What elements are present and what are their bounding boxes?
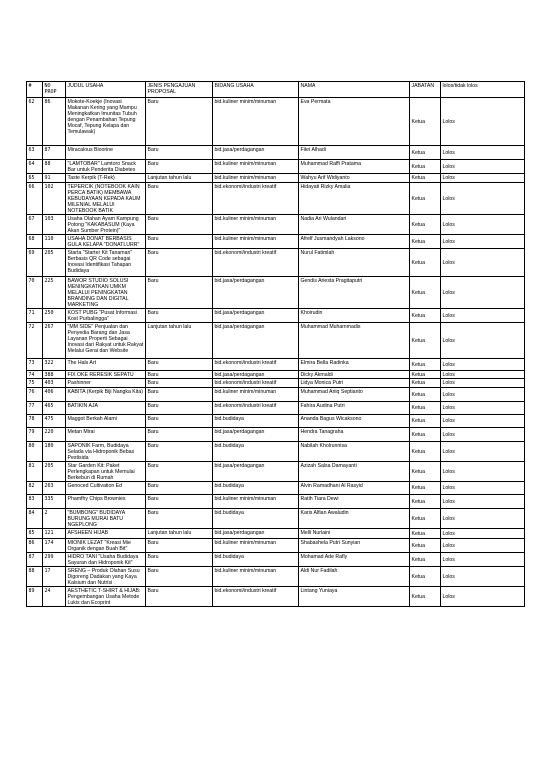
row-status: Lolos bbox=[441, 309, 525, 323]
row-number: 78 bbox=[27, 415, 43, 428]
row-jabatan: Ketua bbox=[410, 235, 441, 249]
row-nama: Ananda Bagus Wicaksono bbox=[299, 415, 410, 428]
row-judul: "LAMTOBAR" Lamtoro Snack Bar untuk Penderita Diabetes bbox=[66, 160, 146, 174]
row-bidang: bid.kuliner minim/minuman bbox=[213, 495, 299, 509]
table-row bbox=[27, 371, 525, 379]
row-judul: Star Garden Kit: Paket Perlengkapan untuk Memulai Berkebun di Rumah bbox=[66, 462, 146, 482]
row-judul: USAHA DONAT BERBASIS GULA KELAPA "DONATLURR" bbox=[66, 235, 146, 249]
row-number: 64 bbox=[27, 160, 43, 174]
row-judul: SRENG – Produk Olahan Susu Digoreng Dadakan yang Kaya Kalsium dan Nutrisi bbox=[66, 567, 146, 587]
table-row bbox=[27, 482, 525, 495]
row-no-prop: 91 bbox=[43, 174, 66, 183]
row-bidang: bid.jasa/perdagangan bbox=[213, 371, 299, 379]
row-number: 77 bbox=[27, 402, 43, 415]
row-no-prop: 205 bbox=[43, 462, 66, 482]
row-no-prop: 102 bbox=[43, 183, 66, 215]
row-judul: Phamfhy Chips Brownies bbox=[66, 495, 146, 509]
row-no-prop: 110 bbox=[43, 235, 66, 249]
row-number: 75 bbox=[27, 379, 43, 388]
row-jenis: Baru bbox=[146, 98, 213, 146]
row-judul: Usaha Olahan Ayam Kampung Potong "KAKABASUM (Kaya Akan Sumber Protein)" bbox=[66, 215, 146, 235]
table-row bbox=[27, 215, 525, 235]
row-number: 69 bbox=[27, 249, 43, 277]
row-number: 74 bbox=[27, 371, 43, 379]
row-judul: Miracalous Bioorine bbox=[66, 146, 146, 160]
row-status: Lolos bbox=[441, 482, 525, 495]
row-no-prop: 263 bbox=[43, 482, 66, 495]
row-jabatan: Ketua bbox=[410, 509, 441, 529]
row-nama: Karis Alfian Awaludin bbox=[299, 509, 410, 529]
row-number: 87 bbox=[27, 553, 43, 567]
row-jabatan: Ketua bbox=[410, 359, 441, 371]
row-no-prop: 87 bbox=[43, 146, 66, 160]
table-row bbox=[27, 553, 525, 567]
row-nama: Wahyu Arif Widiyanto bbox=[299, 174, 410, 183]
row-status: Lolos bbox=[441, 183, 525, 215]
row-jenis: Baru bbox=[146, 553, 213, 567]
row-bidang: bid.budidaya bbox=[213, 553, 299, 567]
row-jabatan: Ketua bbox=[410, 402, 441, 415]
row-bidang: bid.ekonomi/industri kreatif bbox=[213, 359, 299, 371]
row-judul: BATIKIN AJA bbox=[66, 402, 146, 415]
row-jabatan: Ketua bbox=[410, 98, 441, 146]
row-jenis: Lanjutan tahun lalu bbox=[146, 323, 213, 359]
row-number: 71 bbox=[27, 309, 43, 323]
row-number: 67 bbox=[27, 215, 43, 235]
row-jenis: Baru bbox=[146, 462, 213, 482]
header-judul-usaha: JUDUL USAHA bbox=[66, 82, 146, 98]
row-judul: Taste Kerpik (T-Rek) bbox=[66, 174, 146, 183]
row-status: Lolos bbox=[441, 98, 525, 146]
row-jabatan: Ketua bbox=[410, 428, 441, 442]
row-jabatan: Ketua bbox=[410, 371, 441, 379]
row-no-prop: 17 bbox=[43, 567, 66, 587]
row-status: Lolos bbox=[441, 402, 525, 415]
header-bidang-usaha: BIDANG USAHA bbox=[213, 82, 299, 98]
row-nama: Dicky Akmaldi bbox=[299, 371, 410, 379]
table-row bbox=[27, 539, 525, 553]
row-jenis: Baru bbox=[146, 402, 213, 415]
row-bidang: bid.ekonomi/industri kreatif bbox=[213, 587, 299, 607]
row-bidang: bid.kuliner minim/minuman bbox=[213, 567, 299, 587]
row-judul: Mokote-Koekje (Inovasi Makanan Kering yang Mampu Meningkatkan Imunitas Tubuh dengan Penambahan Tepung Mocaf, Tepung Kelapa dan Temulawak) bbox=[66, 98, 146, 146]
row-jenis: Baru bbox=[146, 495, 213, 509]
row-bidang: bid.jasa/perdagangan bbox=[213, 529, 299, 539]
row-no-prop: 335 bbox=[43, 495, 66, 509]
row-number: 66 bbox=[27, 183, 43, 215]
row-nama: Melli Nurlaini bbox=[299, 529, 410, 539]
row-nama: Shabashela Putri Sunyian bbox=[299, 539, 410, 553]
header-no-prop: NO PROP bbox=[43, 82, 66, 98]
row-judul: KABITA (Kerpik Biji Nangka Kita) bbox=[66, 388, 146, 402]
table-row bbox=[27, 388, 525, 402]
table-row bbox=[27, 509, 525, 529]
row-status: Lolos bbox=[441, 462, 525, 482]
row-number: 62 bbox=[27, 98, 43, 146]
row-no-prop: 465 bbox=[43, 402, 66, 415]
row-judul: SAPONIK Farm, Budidaya Selada via Hidroponik Bebas Pestisida bbox=[66, 442, 146, 462]
row-jenis: Lanjutan tahun lalu bbox=[146, 174, 213, 183]
table-row bbox=[27, 98, 525, 146]
row-jenis: Baru bbox=[146, 235, 213, 249]
table-row bbox=[27, 529, 525, 539]
row-jenis: Baru bbox=[146, 146, 213, 160]
row-jenis: Baru bbox=[146, 509, 213, 529]
row-status: Lolos bbox=[441, 428, 525, 442]
row-bidang: bid.kuliner minim/minuman bbox=[213, 160, 299, 174]
table-row bbox=[27, 235, 525, 249]
row-jabatan: Ketua bbox=[410, 587, 441, 607]
row-no-prop: 103 bbox=[43, 215, 66, 235]
row-jabatan: Ketua bbox=[410, 146, 441, 160]
table-row bbox=[27, 402, 525, 415]
header-nama: NAMA bbox=[299, 82, 410, 98]
row-no-prop: 220 bbox=[43, 428, 66, 442]
row-judul: "BUMBONG" BUDIDAYA BURUNG MURAI BATU NGEPLONG bbox=[66, 509, 146, 529]
row-nama: Nabilah Kholrunnisa bbox=[299, 442, 410, 462]
row-no-prop: 86 bbox=[43, 98, 66, 146]
row-status: Lolos bbox=[441, 215, 525, 235]
row-bidang: bid.jasa/perdagangan bbox=[213, 277, 299, 309]
row-nama: Muhammad Muhammadis bbox=[299, 323, 410, 359]
row-nama: Eva Permata bbox=[299, 98, 410, 146]
row-jabatan: Ketua bbox=[410, 183, 441, 215]
row-jenis: Baru bbox=[146, 371, 213, 379]
row-no-prop: 180 bbox=[43, 442, 66, 462]
row-bidang: bid.budidaya bbox=[213, 442, 299, 462]
row-bidang: bid.jasa/perdagangan bbox=[213, 309, 299, 323]
row-jenis: Baru bbox=[146, 539, 213, 553]
row-judul: Genoced Cultivation Ed bbox=[66, 482, 146, 495]
row-jabatan: Ketua bbox=[410, 323, 441, 359]
row-nama: Mohamad Ade Rafly bbox=[299, 553, 410, 567]
row-no-prop: 322 bbox=[43, 359, 66, 371]
row-status: Lolos bbox=[441, 388, 525, 402]
row-number: 88 bbox=[27, 567, 43, 587]
row-status: Lolos bbox=[441, 587, 525, 607]
row-number: 86 bbox=[27, 539, 43, 553]
row-judul: Pashinner bbox=[66, 379, 146, 388]
row-status: Lolos bbox=[441, 174, 525, 183]
row-jabatan: Ketua bbox=[410, 249, 441, 277]
row-status: Lolos bbox=[441, 442, 525, 462]
row-jenis: Baru bbox=[146, 379, 213, 388]
row-jabatan: Ketua bbox=[410, 442, 441, 462]
row-number: 83 bbox=[27, 495, 43, 509]
row-number: 89 bbox=[27, 587, 43, 607]
row-jabatan: Ketua bbox=[410, 415, 441, 428]
row-status: Lolos bbox=[441, 509, 525, 529]
row-nama: Khoirudin bbox=[299, 309, 410, 323]
row-no-prop: 174 bbox=[43, 539, 66, 553]
row-jenis: Baru bbox=[146, 442, 213, 462]
row-status: Lolos bbox=[441, 160, 525, 174]
row-jabatan: Ketua bbox=[410, 553, 441, 567]
row-nama: Gendis Ariesta Pragitaputri bbox=[299, 277, 410, 309]
table-row bbox=[27, 249, 525, 277]
table-row bbox=[27, 587, 525, 607]
row-status: Lolos bbox=[441, 495, 525, 509]
row-jenis: Baru bbox=[146, 277, 213, 309]
row-no-prop: 225 bbox=[43, 277, 66, 309]
row-no-prop: 2 bbox=[43, 509, 66, 529]
table-row bbox=[27, 567, 525, 587]
row-nama: Azizah Salsa Damayanti bbox=[299, 462, 410, 482]
row-bidang: bid.ekonomi/industri kreatif bbox=[213, 402, 299, 415]
row-status: Lolos bbox=[441, 235, 525, 249]
table-row bbox=[27, 428, 525, 442]
header-jabatan: JABATAN bbox=[410, 82, 441, 98]
row-nama: Ratih Tiara Dewi bbox=[299, 495, 410, 509]
row-jenis: Lanjutan tahun lalu bbox=[146, 529, 213, 539]
row-bidang: bid.budidaya bbox=[213, 482, 299, 495]
table-row bbox=[27, 174, 525, 183]
row-nama: Elmira Bella Radinka bbox=[299, 359, 410, 371]
row-judul: HIDRO TANI "Usaha Budidaya Sayuran dan Hidroponik Kit" bbox=[66, 553, 146, 567]
row-jabatan: Ketua bbox=[410, 160, 441, 174]
row-number: 72 bbox=[27, 323, 43, 359]
row-jabatan: Ketua bbox=[410, 529, 441, 539]
row-nama: Afrelf Jusmandyah Laksono bbox=[299, 235, 410, 249]
row-bidang: bid.kuliner minim/minuman bbox=[213, 174, 299, 183]
row-jabatan: Ketua bbox=[410, 539, 441, 553]
row-jenis: Baru bbox=[146, 482, 213, 495]
row-nama: Lidya Monica Putri bbox=[299, 379, 410, 388]
row-bidang: bid.jasa/perdagangan bbox=[213, 146, 299, 160]
row-judul: FIX OKE RERESIK SEPATU bbox=[66, 371, 146, 379]
row-no-prop: 403 bbox=[43, 379, 66, 388]
row-jabatan: Ketua bbox=[410, 388, 441, 402]
row-no-prop: 406 bbox=[43, 388, 66, 402]
table-row bbox=[27, 379, 525, 388]
row-jabatan: Ketua bbox=[410, 567, 441, 587]
table-row bbox=[27, 146, 525, 160]
row-no-prop: 88 bbox=[43, 160, 66, 174]
row-jabatan: Ketua bbox=[410, 174, 441, 183]
row-nama: Nadia Ari Wulandari bbox=[299, 215, 410, 235]
row-nama: Hidayati Rizky Amalia bbox=[299, 183, 410, 215]
document-page bbox=[26, 81, 524, 607]
row-status: Lolos bbox=[441, 553, 525, 567]
row-number: 85 bbox=[27, 529, 43, 539]
row-nama: Fikri Alhadi bbox=[299, 146, 410, 160]
row-bidang: bid.budidaya bbox=[213, 415, 299, 428]
row-nama: Lintang Yuniaya bbox=[299, 587, 410, 607]
row-jabatan: Ketua bbox=[410, 379, 441, 388]
row-jenis: Baru bbox=[146, 215, 213, 235]
row-judul: BAWOR STUDIO SOLUSI MENINGKATKAN UMKM MELALUI PENINGKATAN BRANDING DAN DIGITAL MARKETING bbox=[66, 277, 146, 309]
row-jabatan: Ketua bbox=[410, 482, 441, 495]
row-jabatan: Ketua bbox=[410, 215, 441, 235]
row-number: 76 bbox=[27, 388, 43, 402]
row-judul: TEPERCIK (NOTEBOOK KAIN PERCA BATIK) MEMBAWA KEBUDAYAAN KEPADA KAUM MILENIAL MELALUI NOTEBOOK BATIK bbox=[66, 183, 146, 215]
header-status: lolos/tidak lolos bbox=[441, 82, 525, 98]
row-bidang: bid.jasa/perdagangan bbox=[213, 323, 299, 359]
row-status: Lolos bbox=[441, 249, 525, 277]
row-number: 65 bbox=[27, 174, 43, 183]
row-number: 84 bbox=[27, 509, 43, 529]
row-bidang: bid.kuliner minim/minuman bbox=[213, 98, 299, 146]
row-bidang: bid.kuliner minim/minuman bbox=[213, 215, 299, 235]
row-number: 68 bbox=[27, 235, 43, 249]
row-jabatan: Ketua bbox=[410, 462, 441, 482]
row-number: 73 bbox=[27, 359, 43, 371]
row-nama: Hendra Tanagraha bbox=[299, 428, 410, 442]
row-number: 63 bbox=[27, 146, 43, 160]
header-jenis-pengajuan: JENIS PENGAJUAN PROPOSAL bbox=[146, 82, 213, 98]
row-judul: "MM SIDE" Penjualan dan Penyedia Barang dan Jasa Layanan Properti Sebagai Inovasi dari Rakyat untuk Rakyat Melalui Gerai dan Website bbox=[66, 323, 146, 359]
table-body bbox=[27, 98, 525, 607]
row-jenis: Baru bbox=[146, 309, 213, 323]
row-jabatan: Ketua bbox=[410, 309, 441, 323]
row-bidang: bid.ekonomi/industri kreatif bbox=[213, 183, 299, 215]
row-status: Lolos bbox=[441, 379, 525, 388]
row-nama: Muhammad Raffi Pratama bbox=[299, 160, 410, 174]
row-number: 70 bbox=[27, 277, 43, 309]
row-number: 80 bbox=[27, 442, 43, 462]
row-bidang: bid.kuliner minim/minuman bbox=[213, 235, 299, 249]
table-header-row bbox=[27, 82, 525, 98]
row-bidang: bid.jasa/perdagangan bbox=[213, 428, 299, 442]
row-status: Lolos bbox=[441, 359, 525, 371]
row-number: 79 bbox=[27, 428, 43, 442]
table-row bbox=[27, 183, 525, 215]
table-row bbox=[27, 415, 525, 428]
row-jenis: Baru bbox=[146, 567, 213, 587]
row-no-prop: 250 bbox=[43, 309, 66, 323]
row-nama: Nurul Fatimlah bbox=[299, 249, 410, 277]
row-jabatan: Ketua bbox=[410, 277, 441, 309]
row-judul: Maggot Berkah Alami bbox=[66, 415, 146, 428]
row-judul: AESTHETIC T-SHIRT & HIJAB: Pengembangan Usaha Metode Lukis dan Ecoprint bbox=[66, 587, 146, 607]
row-nama: Fahira Audina Putri bbox=[299, 402, 410, 415]
row-jenis: Baru bbox=[146, 587, 213, 607]
row-jenis: Baru bbox=[146, 415, 213, 428]
table-row bbox=[27, 160, 525, 174]
row-number: 82 bbox=[27, 482, 43, 495]
row-nama: Alvin Ramadhani Al Rasyid bbox=[299, 482, 410, 495]
row-no-prop: 475 bbox=[43, 415, 66, 428]
row-no-prop: 205 bbox=[43, 249, 66, 277]
row-bidang: bid.budidaya bbox=[213, 509, 299, 529]
row-jenis: Baru bbox=[146, 388, 213, 402]
row-bidang: bid.ekonomi/industri kreatif bbox=[213, 379, 299, 388]
row-nama: Aldi Nur Fadilah bbox=[299, 567, 410, 587]
row-jabatan: Ketua bbox=[410, 495, 441, 509]
row-judul: The Hals Art bbox=[66, 359, 146, 371]
row-judul: MIONIK LEZAT "Kreasi Mie Organik dengan Buah Bit" bbox=[66, 539, 146, 553]
row-jenis: Baru bbox=[146, 249, 213, 277]
table-row bbox=[27, 277, 525, 309]
row-no-prop: 267 bbox=[43, 323, 66, 359]
table-row bbox=[27, 462, 525, 482]
row-no-prop: 121 bbox=[43, 529, 66, 539]
row-bidang: bid.kuliner minim/minuman bbox=[213, 388, 299, 402]
row-jenis: Baru bbox=[146, 359, 213, 371]
table-row bbox=[27, 323, 525, 359]
row-number: 81 bbox=[27, 462, 43, 482]
header-number: # bbox=[27, 82, 43, 98]
row-status: Lolos bbox=[441, 146, 525, 160]
table-row bbox=[27, 495, 525, 509]
row-jenis: Baru bbox=[146, 428, 213, 442]
row-judul: Starta "Starter Kit Tanaman" Berbasis QR Code sebagai Inovasi Identifikasi Tahapan Budidaya bbox=[66, 249, 146, 277]
row-status: Lolos bbox=[441, 529, 525, 539]
row-judul: Metan Mirai bbox=[66, 428, 146, 442]
table-row bbox=[27, 359, 525, 371]
row-no-prop: 388 bbox=[43, 371, 66, 379]
row-status: Lolos bbox=[441, 539, 525, 553]
row-judul: KOST PUBG "Pusat Informasi Kost Purbalingga" bbox=[66, 309, 146, 323]
row-jenis: Baru bbox=[146, 160, 213, 174]
row-no-prop: 299 bbox=[43, 553, 66, 567]
row-bidang: bid.jasa/perdagangan bbox=[213, 462, 299, 482]
row-status: Lolos bbox=[441, 323, 525, 359]
row-jenis: Baru bbox=[146, 183, 213, 215]
row-status: Lolos bbox=[441, 277, 525, 309]
row-bidang: bid.ekonomi/industri kreatif bbox=[213, 249, 299, 277]
row-nama: Muhammad Ariiq Septianto bbox=[299, 388, 410, 402]
row-bidang: bid.kuliner minim/minuman bbox=[213, 539, 299, 553]
row-status: Lolos bbox=[441, 567, 525, 587]
row-no-prop: 24 bbox=[43, 587, 66, 607]
row-status: Lolos bbox=[441, 415, 525, 428]
results-table bbox=[26, 81, 525, 607]
table-row bbox=[27, 309, 525, 323]
row-status: Lolos bbox=[441, 371, 525, 379]
table-row bbox=[27, 442, 525, 462]
row-judul: AFSHEEN HIJAB bbox=[66, 529, 146, 539]
